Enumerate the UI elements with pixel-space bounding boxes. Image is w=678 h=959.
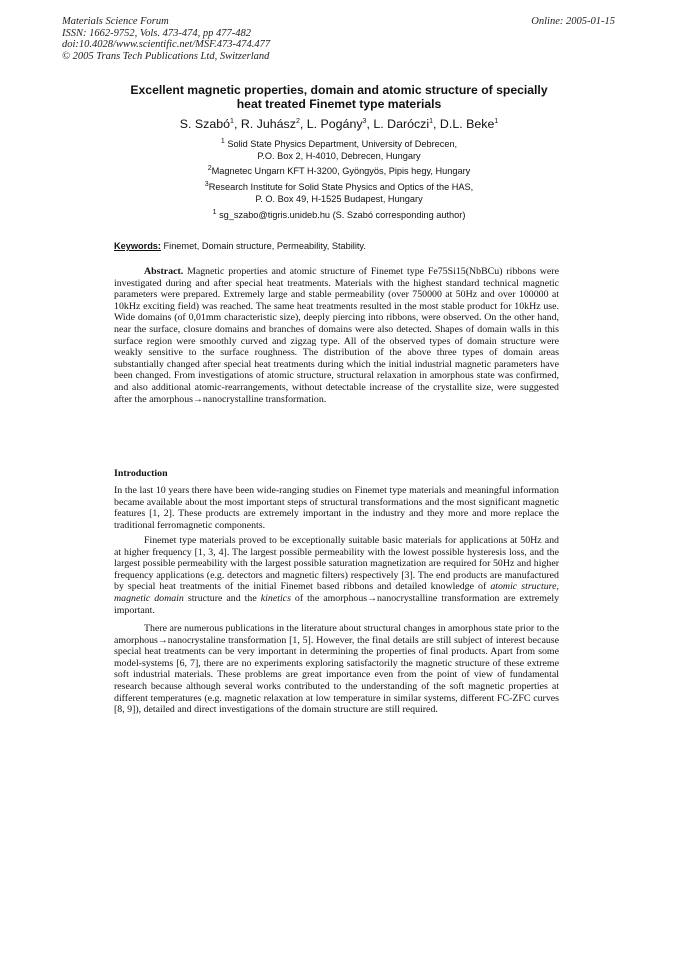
journal-header: [62, 16, 270, 62]
aff-line: Magnetec Ungarn KFT H-3200, Gyöngyös, Pipis hegy, Hungary: [211, 166, 471, 176]
abstract: [114, 266, 559, 405]
italic-run: atomic structure, magnetic domain: [114, 581, 559, 604]
online-date: Online: 2005-01-15: [531, 16, 615, 27]
aff-sup: 3: [204, 180, 209, 188]
author: D.L. Beke: [439, 117, 495, 131]
author: R. Juhász: [240, 117, 296, 131]
author-list: S. Szabó$^1$, R. Juhász$^2$, L. Pogány$^3$, L. Daróczi$^1$, D.L. Beke$^1$: [179, 117, 499, 131]
author: L. Daróczi: [373, 117, 430, 131]
intro-paragraph-2: [114, 535, 559, 616]
aff-line: Solid State Physics Department, University of Debrecen,: [227, 139, 458, 149]
aff-sup: 2: [207, 164, 212, 172]
journal-name: Materials Science Forum: [62, 16, 169, 27]
author-sup: 2: [295, 117, 300, 125]
abstract-text: Magnetic properties and atomic structure of Finemet type Fe75Si15(NbBCu) ribbons were investigated during and after special heat treatments. Materials with the highest standard technical magnetic parameters were prepared. Extremely large and stable permeability (over 750000 at 50Hz and over 100000 at 10kHz exciting field) was reached. The same heat treatments resulted in the most stable product for 10kHz use. Wide domains (of 0,01mm characteristic size), deeply piercing into ribbons, were observed. On the other hand, near the surface, closure domains and branches of domains were also detected. Shapes of domain walls in this surface region were smoothly curved and zigzag type. All of the observed types of domain structure were weakly sensitive to the surface roughness. The distribution of the above three types of domain areas substantially changed after special heat treatments during which the initial industrial magnetic parameters have been changed. From investigations of atomic structure, structural relaxation in amorphous state was confirmed, and also additional atomic-rearrangements, without detectable increase of the crystallite size, were suggested after the amorphous→nanocrystalline transformation.: [114, 266, 559, 405]
affiliation-3: [100, 182, 578, 205]
italic-run: kinetics: [260, 592, 291, 604]
affiliation-2: [100, 166, 578, 178]
email-sup: 1: [212, 208, 217, 216]
author-sup: 1: [230, 117, 234, 125]
text-run: Finemet type materials proved to be exceptionally suitable basic materials for applications at 50Hz and at higher frequency [1, 3, 4]. The largest possible permeability with the lowest possible hysteresis loss, and the largest possible permeability with the largest possible saturation magnetization are required for 50Hz and higher frequency applications (e.g. detectors and magnetic filters) respectively [3]. The end products are manufactured by special heat treatments of the initial Finemet based ribbons and detailed knowledge of: [114, 535, 559, 593]
intro-paragraph-3: There are numerous publications in the literature about structural changes in amorphous state prior to the amorphous→nanocrystaline transformation [1, 5]. However, the final details are still subject of interest because special heat treatments can be very important in determining the properties of final products. Apart from some model-systems [6, 7], there are no experiments exploring satisfactorily the magnetic structure of these extreme soft industrial materials. These problems are great importance even from the point of view of fundamental research because although several works contributed to the understanding of the soft magnetic properties at different temperatures (e.g. magnetic relaxation at low temperature in similar systems, different FC-ZFC curves [8, 9]), detailed and direct investigations of the domain structure are still required.: [114, 623, 559, 716]
author: L. Pogány: [306, 117, 363, 131]
paper-title: [100, 83, 578, 111]
title-line-1: Excellent magnetic properties, domain and atomic structure of specially: [130, 83, 548, 97]
author: S. Szabó: [179, 117, 231, 131]
author-sup: 1: [494, 117, 499, 125]
keywords: [114, 241, 366, 251]
author-sup: 3: [362, 117, 367, 125]
issn-line: ISSN: 1662-9752, Vols. 473-474, pp 477-482: [62, 27, 251, 39]
copyright-line: © 2005 Trans Tech Publications Ltd, Switzerland: [62, 50, 270, 62]
aff-sup: 1: [220, 137, 225, 145]
email-text: sg_szabo@tigris.unideb.hu (S. Szabó corresponding author): [219, 210, 466, 220]
keywords-label: Keywords:: [114, 241, 161, 251]
aff-line: P. O. Box 49, H-1525 Budapest, Hungary: [255, 193, 423, 204]
text-run: structure and the: [183, 592, 261, 604]
intro-paragraph-1: In the last 10 years there have been wide-ranging studies on Finemet type materials and meaningful information became available about the most important steps of structural transformations and the most significant magnetic features [1, 2]. These products are extremely important in the industry and they more and more replace the traditional ferromagnetic components.: [114, 485, 559, 531]
author-sup: 1: [429, 117, 434, 125]
aff-line: Research Institute for Solid State Physics and Optics of the HAS,: [208, 182, 474, 192]
abstract-label: Abstract.: [144, 266, 184, 277]
keywords-text: Finemet, Domain structure, Permeability, Stability.: [160, 241, 366, 251]
affiliation-1: [100, 139, 578, 162]
doi-line: doi:10.4028/www.scientific.net/MSF.473-474.477: [62, 39, 271, 50]
section-heading-introduction: Introduction: [114, 468, 168, 479]
corresponding-email: [100, 210, 578, 222]
text-run: of the amorphous→nanocrystalline transformation are extremely important.: [114, 592, 560, 616]
title-line-2: heat treated Finemet type materials: [236, 97, 442, 111]
aff-line: P.O. Box 2, H-4010, Debrecen, Hungary: [257, 150, 421, 161]
